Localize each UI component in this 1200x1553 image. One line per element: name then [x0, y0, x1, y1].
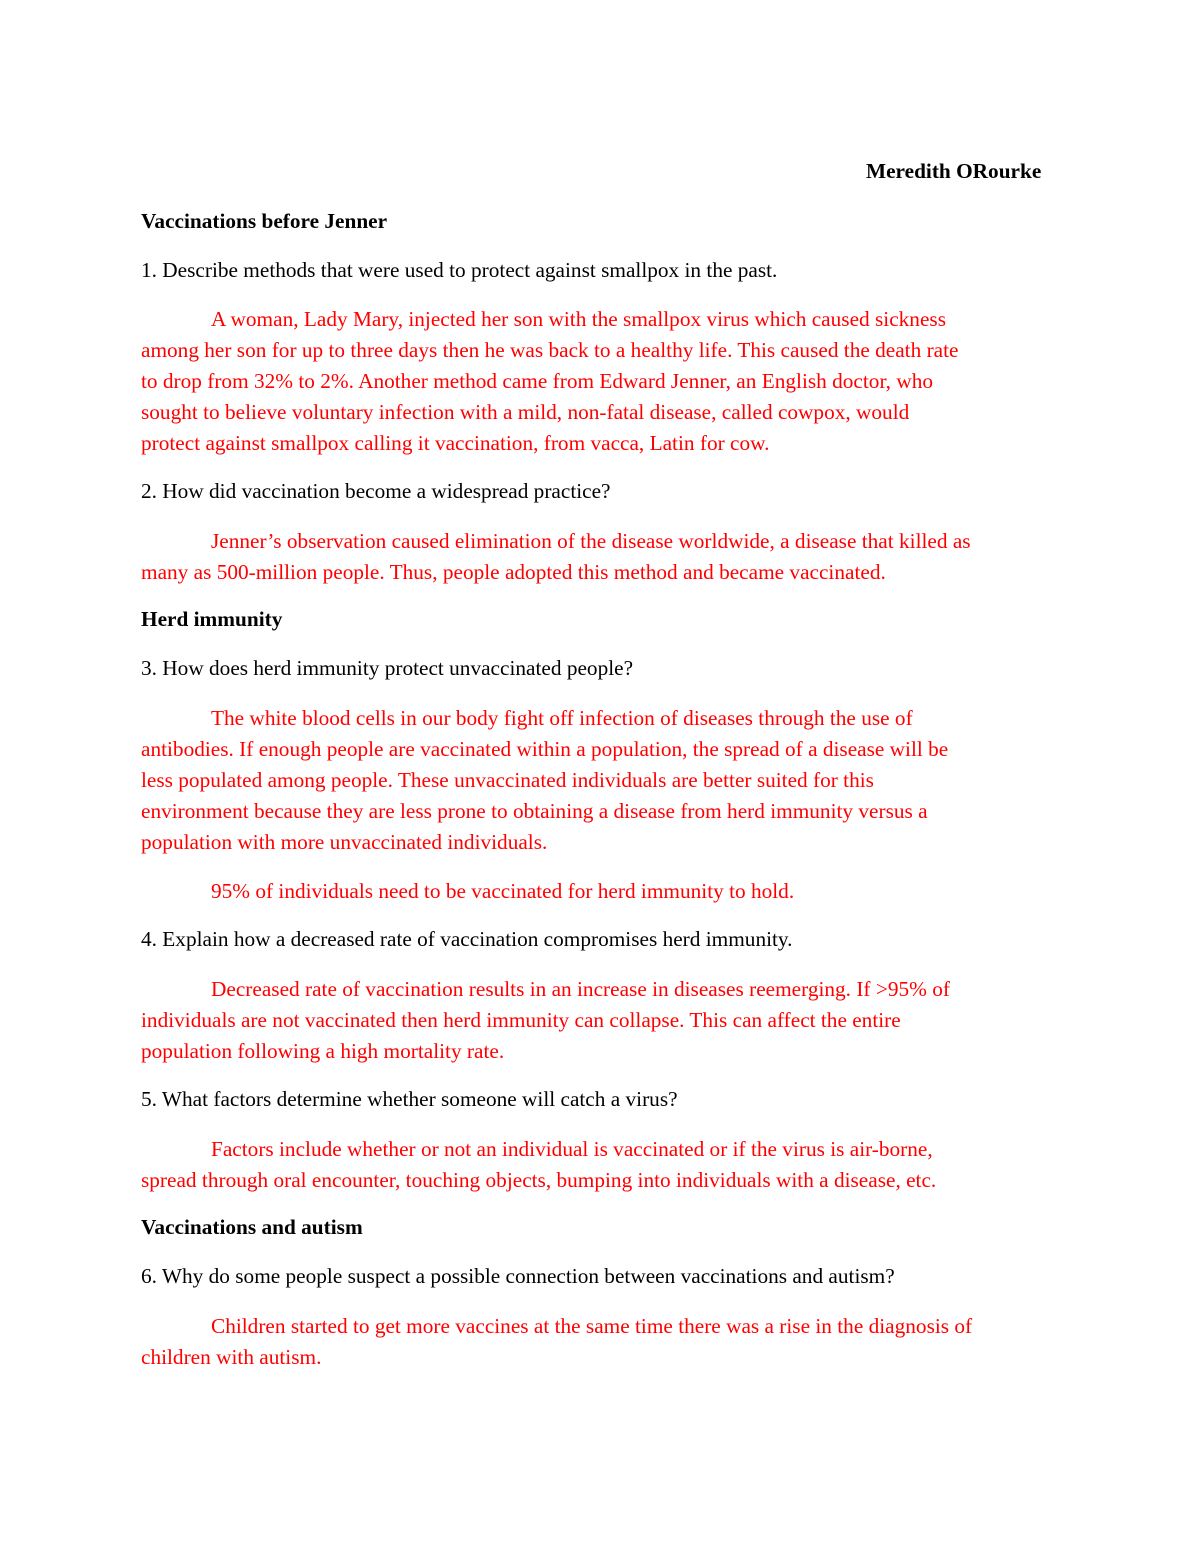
answer-line: to drop from 32% to 2%. Another method came from Edward Jenner, an English doctor, who: [141, 369, 934, 393]
answer-line: individuals are not vaccinated then herd immunity can collapse. This can affect the entire: [141, 1008, 901, 1032]
answer-line: protect against smallpox calling it vaccination, from vacca, Latin for cow.: [141, 431, 770, 455]
question-6: 6. Why do some people suspect a possible connection between vaccinations and autism?: [141, 1264, 895, 1288]
answer-4: [141, 974, 950, 1067]
answer-2: [141, 526, 971, 588]
answer-line: antibodies. If enough people are vaccinated within a population, the spread of a disease will be: [141, 737, 949, 761]
author-name: Meredith ORourke: [866, 159, 1042, 183]
section-heading: Vaccinations before Jenner: [141, 209, 388, 233]
question-1: 1. Describe methods that were used to protect against smallpox in the past.: [141, 258, 778, 282]
answer-line: population following a high mortality rate.: [141, 1039, 505, 1063]
question-4: 4. Explain how a decreased rate of vaccination compromises herd immunity.: [141, 927, 793, 951]
section-heading: Herd immunity: [141, 607, 283, 631]
answer-6: [141, 1311, 972, 1373]
answer-line: environment because they are less prone to obtaining a disease from herd immunity versus a: [141, 799, 928, 823]
answer-3-note: [141, 876, 794, 907]
answer-line: The white blood cells in our body fight off infection of diseases through the use of: [211, 706, 913, 730]
question-2: 2. How did vaccination become a widespread practice?: [141, 479, 611, 503]
answer-3: [141, 703, 948, 858]
answer-line: sought to believe voluntary infection with a mild, non-fatal disease, called cowpox, would: [141, 400, 910, 424]
answer-line: population with more unvaccinated individuals.: [141, 830, 548, 854]
answer-line: spread through oral encounter, touching objects, bumping into individuals with a disease, etc.: [141, 1168, 937, 1192]
answer-line: many as 500-million people. Thus, people adopted this method and became vaccinated.: [141, 560, 886, 584]
answer-line: Factors include whether or not an individual is vaccinated or if the virus is air-borne,: [211, 1137, 933, 1161]
answer-line: Jenner’s observation caused elimination of the disease worldwide, a disease that killed as: [211, 529, 971, 553]
answer-line: less populated among people. These unvaccinated individuals are better suited for this: [141, 768, 874, 792]
answer-line: A woman, Lady Mary, injected her son with the smallpox virus which caused sickness: [211, 307, 946, 331]
question-3: 3. How does herd immunity protect unvaccinated people?: [141, 656, 634, 680]
answer-line: Decreased rate of vaccination results in an increase in diseases reemerging. If >95% of: [211, 977, 950, 1001]
answer-line: 95% of individuals need to be vaccinated for herd immunity to hold.: [211, 879, 795, 903]
answer-line: among her son for up to three days then he was back to a healthy life. This caused the death rate: [141, 338, 959, 362]
answer-1: [141, 304, 959, 459]
question-5: 5. What factors determine whether someone will catch a virus?: [141, 1087, 678, 1111]
answer-5: [141, 1134, 936, 1196]
answer-line: Children started to get more vaccines at the same time there was a rise in the diagnosis of: [211, 1314, 973, 1338]
answer-line: children with autism.: [141, 1345, 322, 1369]
section-heading: Vaccinations and autism: [141, 1215, 363, 1239]
